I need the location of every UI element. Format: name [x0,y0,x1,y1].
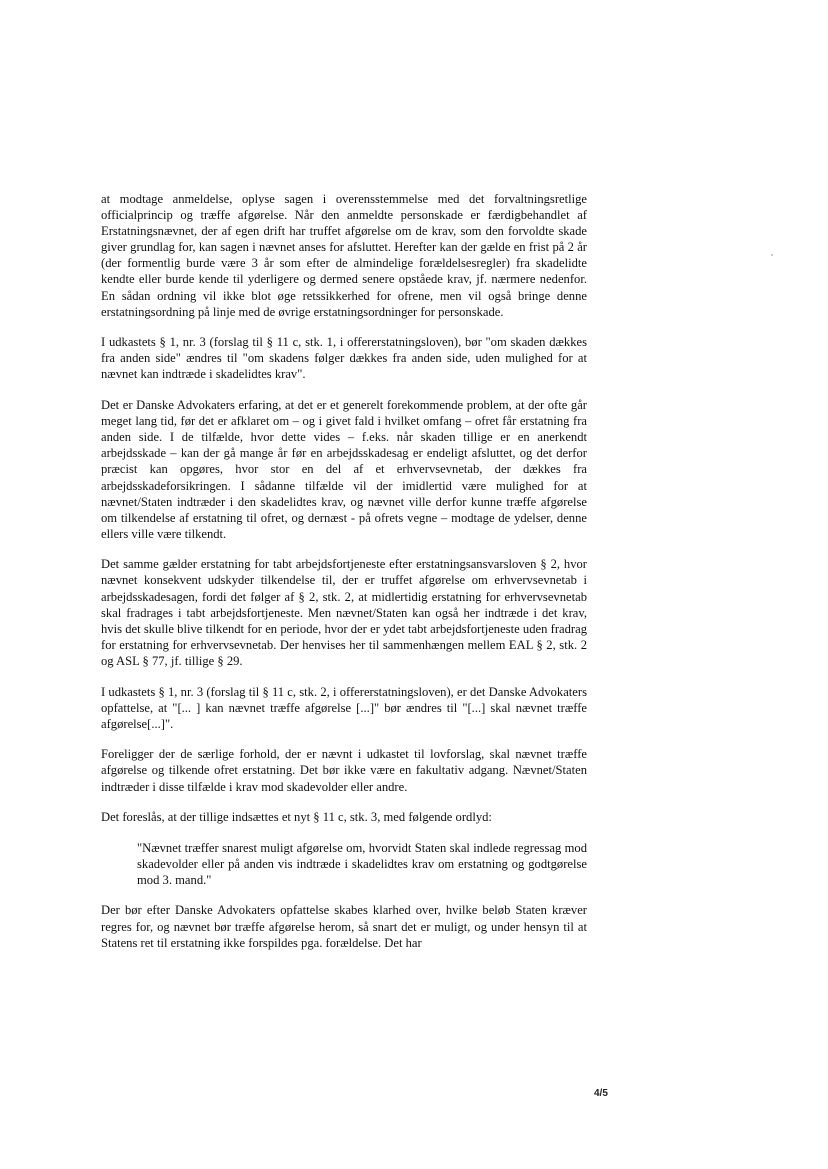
paragraph-closing: Der bør efter Danske Advokaters opfattelse skabes klarhed over, hvilke beløb Staten kræver regres for, og nævnet bør træffe afgørelse herom, så snart det er muligt, og under hensyn til at Statens ret til erstatning ikke forspildes pga. forældelse. Det har [101,903,587,950]
paragraph-2: I udkastets § 1, nr. 3 (forslag til § 11 c, stk. 1, i offererstatningsloven), bør "om skaden dækkes fra anden side" ændres til "om skadens følger dækkes fra anden side, uden mulighed for at nævnet kan indtræde i skadelidtes krav". [101,335,587,382]
proposed-wording-quote: "Nævnet træffer snarest muligt afgørelse om, hvorvidt Staten skal indlede regressag mod skadevolder eller på anden vis indtræde i skadelidtes krav om erstatning og godtgørelse mod 3. mand." [137,840,587,887]
paragraph-7: Det foreslås, at der tillige indsættes et nyt § 11 c, stk. 3, med følgende ordlyd: [101,810,492,825]
paragraph-6: Foreligger der de særlige forhold, der er nævnt i udkastet til lovforslag, skal nævnet træffe afgørelse og tilkende ofret erstatning. Det bør ikke være en fakultativ adgang. Nævnet/Staten indtræder i disse tilfælde i krav mod skadevolder eller andre. [101,747,587,794]
paragraph-5: I udkastets § 1, nr. 3 (forslag til § 11 c, stk. 2, i offererstatningsloven), er det Danske Advokaters opfattelse, at "[... ] kan nævnet træffe afgørelse [...]" bør ændres til "[...] skal nævnet træffe afgørelse[...]". [101,684,587,731]
paragraph-4: Det samme gælder erstatning for tabt arbejdsfortjeneste efter erstatningsansvarsloven § 2, hvor nævnet konsekvent udskyder tilkendelse til, der er truffet afgørelse om erhvervsevnetab i arbejdsskadesagen, fordi det følger af § 2, stk. 2, at midlertidig erstatning for erhvervsevnetab skal fradrages i tabt arbejdsfortjeneste. Men nævnet/Staten kan også her indtræde i det krav, hvis det skulle blive tilkendt for en periode, hvor der er ydet tabt arbejdsfortjeneste uden fradrag for erstatning for erhvervsevnetab. Der henvises her til sammenhængen mellem EAL § 2, stk. 2 og ASL § 77, jf. tillige § 29. [101,557,587,668]
page-number: 4/5 [594,1088,608,1099]
paragraph-1: at modtage anmeldelse, oplyse sagen i overensstemmelse med det forvaltningsretlige officialprincip og træffe afgørelse. Når den anmeldte personskade er færdigbehandlet af Erstatningsnævnet, der af egen drift har truffet afgørelse om de krav, som den forvoldte skade giver grundlag for, kan sagen i nævnet anses for afsluttet. Herefter kan der gælde en frist på 2 år (der formentlig burde være 3 år som efter de almindelige forældelsesregler) fra skadelidte kendte eller burde kende til yderligere og dermed senere opståede krav, jf. nærmere nedenfor. En sådan ordning vil ikke blot øge retssikkerhed for ofrene, men vil også bringe denne erstatningsordning på linje med de øvrige erstatningsordninger for personskade. [101,192,587,319]
paragraph-3: Det er Danske Advokaters erfaring, at det er et generelt forekommende problem, at der ofte går meget lang tid, før det er afklaret om – og i givet fald i hvilket omfang – ofret får erstatning fra anden side. I de tilfælde, hvor dette vides – f.eks. når skaden tillige er en anerkendt arbejdsskade – kan der gå mange år før en arbejdsskadesag er endeligt afsluttet, og det derfor præcist kan opgøres, hvor stor en del af et erhvervsevnetab, der dækkes fra arbejdsskadeforsikringen. I sådanne tilfælde vil der imidlertid være mulighed for at nævnet/Staten indtræder i den skadelidtes krav, og nævnet ville derfor kunne træffe afgørelse om tilkendelse af erstatning til ofret, og dernæst - på ofrets vegne – modtage de ydelser, denne ellers ville være tilkendt. [101,398,587,541]
scan-speck [771,254,773,256]
document-body [101,191,587,965]
